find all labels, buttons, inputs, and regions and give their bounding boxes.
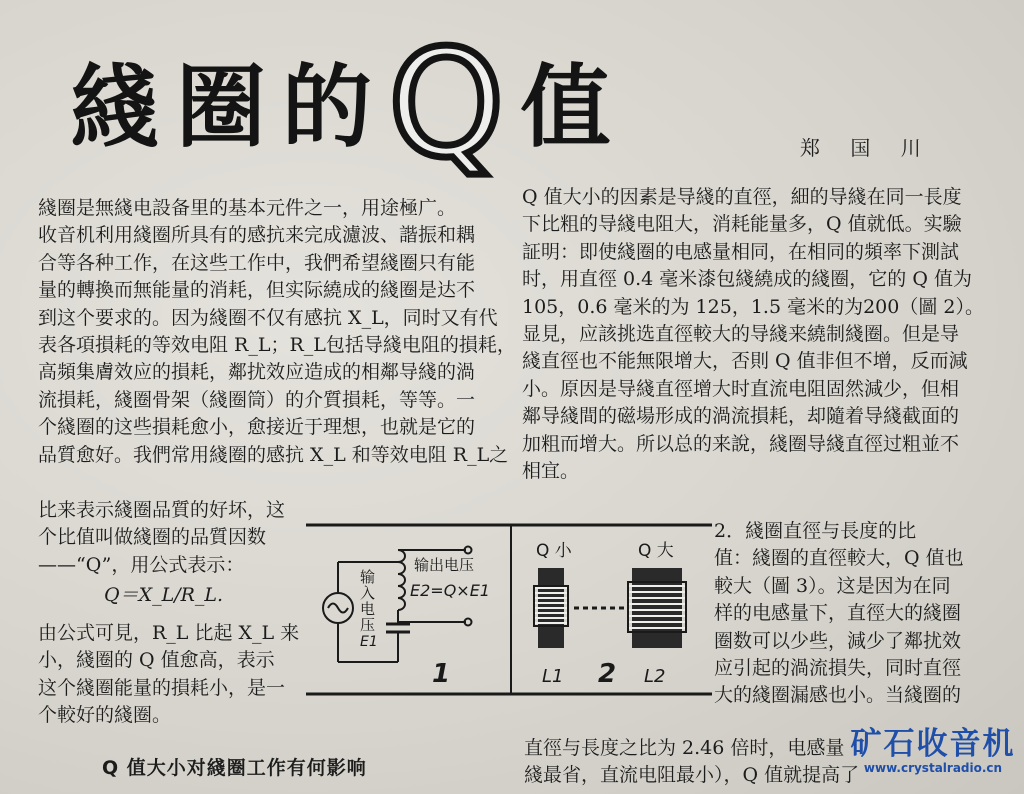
text-line: 綫直徑也不能無限增大，否則 Q 值非但不增，反而減 xyxy=(522,350,968,373)
title-char: 的 xyxy=(282,55,376,160)
text-line: 直徑与長度之比为 2.46 倍时，电感量 xyxy=(524,737,845,759)
text-line: 較大（圖 3）。这是因为在同 xyxy=(714,574,951,597)
input-symbol: E1 xyxy=(360,634,378,650)
coil-l2-label: L2 xyxy=(644,666,666,687)
text-line: 流損耗，綫圈骨架（綫圈筒）的介質損耗，等等。一 xyxy=(38,388,476,411)
text-line: 大的綫圈漏感也小。当綫圈的 xyxy=(714,684,962,707)
text-line: 小。原因是导綫直徑增大时直流电阻固然減少，但相 xyxy=(522,377,960,400)
text-line: ——“Q”，用公式表示： xyxy=(38,553,245,576)
text-line: 个比值叫做綫圈的品質因数 xyxy=(38,526,267,549)
text-line: 105，0.6 毫米的为 125，1.5 毫米的为200（圖 2）。 xyxy=(522,295,984,318)
coil-former-right xyxy=(632,568,682,648)
left-after-formula-paragraph xyxy=(38,620,298,730)
site-watermark xyxy=(842,727,1024,794)
text-line: 收音机利用綫圈所具有的感抗来完成濾波、諧振和耦 xyxy=(38,224,476,247)
sine-wave-icon xyxy=(328,604,348,613)
left-intro-paragraph xyxy=(38,195,516,469)
input-label-char: 压 xyxy=(360,616,376,634)
text-line: 綫最省，直流电阻最小），Q 值就提高了 xyxy=(524,764,860,787)
text-line: 下比粗的导綫电阻大，消耗能量多，Q 值就低。实驗 xyxy=(522,213,962,236)
title-char: 值 xyxy=(520,55,615,160)
input-label-char: 电 xyxy=(360,600,376,618)
title-q-letter: Q xyxy=(388,18,509,190)
input-label-char: 入 xyxy=(360,584,376,602)
right-narrow-paragraph xyxy=(714,518,1004,710)
text-line: 綫圈是無綫电設备里的基本元件之一，用途極广。 xyxy=(38,197,457,219)
watermark-text: 矿石收音机 xyxy=(850,726,1016,762)
author-byline: 郑 国 川 xyxy=(800,136,933,160)
text-line: Q 值大小的因素是导綫的直徑，細的导綫在同一長度 xyxy=(522,186,962,208)
text-line: 个綫圈的这些損耗愈小，愈接近于理想，也就是它的 xyxy=(38,416,476,439)
title-char: 綫 xyxy=(70,55,164,160)
text-line: 值：綫圈的直徑較大，Q 值也 xyxy=(714,547,964,570)
figure-1-number: 1 xyxy=(432,659,451,689)
q-large-label: Q 大 xyxy=(638,541,674,561)
text-line: 品質愈好。我們常用綫圈的感抗 X_L 和等效电阻 R_L之 xyxy=(38,443,509,466)
text-line: 时，用直徑 0.4 毫米漆包綫繞成的綫圈，它的 Q 值为 xyxy=(522,268,972,291)
text-line: 应引起的渦流損失，同时直徑 xyxy=(714,657,962,680)
text-line: 合等各种工作，在这些工作中，我們希望綫圈只有能 xyxy=(38,251,476,274)
article-title xyxy=(70,18,770,190)
text-line: 这个綫圈能量的損耗小，是一 xyxy=(38,676,286,699)
coil-l1-label: L1 xyxy=(542,666,564,687)
text-line: 显見，应該挑选直徑較大的导綫来繞制綫圈。但是导 xyxy=(522,323,960,346)
q-formula: Q＝X_L/R_L. xyxy=(104,584,224,606)
q-small-label: Q 小 xyxy=(536,541,572,561)
text-line: 小，綫圈的 Q 值愈高，表示 xyxy=(38,649,275,672)
text-line: 量的轉換而無能量的消耗，但实际繞成的綫圈是达不 xyxy=(38,279,476,302)
inductor-coil-icon xyxy=(398,550,405,610)
watermark-url: www.crystalradio.cn xyxy=(863,761,1003,776)
section-subheading: Q 值大小对綫圈工作有何影响 xyxy=(102,757,367,779)
text-line: 相宜。 xyxy=(522,460,580,483)
text-line: 高頻集膚效应的損耗，鄰扰效应造成的相鄰导綫的渦 xyxy=(38,361,476,384)
text-line: 圈数可以少些，減少了鄰扰效 xyxy=(714,629,962,652)
text-line: 由公式可見，R_L 比起 X_L 来 xyxy=(38,622,300,644)
right-top-paragraph xyxy=(522,184,992,485)
title-char: 圈 xyxy=(176,55,270,160)
left-narrow-paragraph xyxy=(38,497,298,579)
figure-2-number: 2 xyxy=(598,659,617,689)
figure-2-coils xyxy=(534,568,686,648)
figures-1-2 xyxy=(306,522,712,698)
text-line: 鄰导綫間的磁場形成的渦流損耗，却隨着导綫截面的 xyxy=(522,405,960,428)
text-line: 比来表示綫圈品質的好坏，这 xyxy=(38,499,286,521)
text-line: 到这个要求的。因为綫圈不仅有感抗 X_L，同时又有代 xyxy=(38,306,498,329)
text-line: 表各項損耗的等效电阻 R_L；R_L包括导綫电阻的損耗， xyxy=(38,334,516,357)
text-line: 証明：即使綫圈的电感量相同，在相同的頻率下測試 xyxy=(522,240,960,263)
input-label-char: 输 xyxy=(360,568,376,586)
text-line: 2．綫圈直徑与長度的比 xyxy=(714,520,917,542)
output-formula: E2=Q×E1 xyxy=(410,581,490,600)
text-line: 个較好的綫圈。 xyxy=(38,704,172,727)
text-line: 加粗而增大。所以总的来說，綫圈导綫直徑过粗並不 xyxy=(522,432,960,455)
output-voltage-label: 输出电压 xyxy=(414,556,475,574)
text-line: 样的电感量下，直徑大的綫圈 xyxy=(714,602,962,625)
